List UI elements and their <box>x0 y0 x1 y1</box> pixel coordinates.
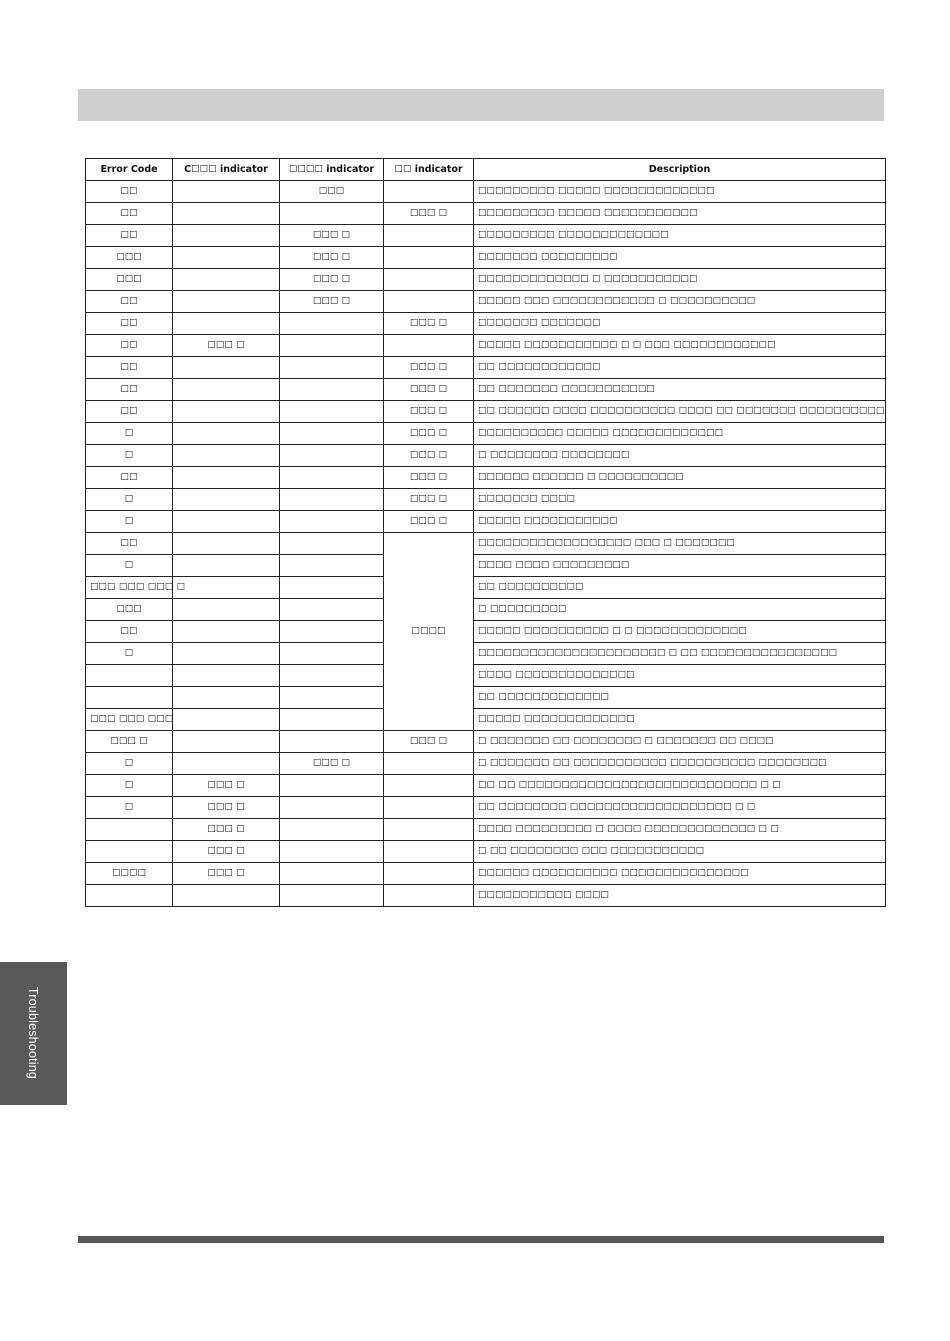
description-cell: ☐☐☐☐☐ ☐☐☐ ☐☐☐☐☐☐☐☐☐☐☐☐ ☐ ☐☐☐☐☐☐☐☐☐☐ <box>474 291 886 313</box>
table-row <box>86 467 886 489</box>
indicator-3-cell <box>384 247 474 269</box>
table-row <box>86 335 886 357</box>
indicator-3-cell <box>384 181 474 203</box>
indicator-2-cell <box>280 313 384 335</box>
indicator-2-cell: ☐☐☐ ☐ <box>280 225 384 247</box>
indicator-1-cell <box>173 379 280 401</box>
description-cell: ☐☐☐☐☐ ☐☐☐☐☐☐☐☐☐☐☐ <box>474 511 886 533</box>
indicator-1-cell <box>173 291 280 313</box>
indicator-3-cell <box>384 291 474 313</box>
indicator-2-cell <box>280 863 384 885</box>
indicator-1-cell <box>173 665 280 687</box>
error-code-cell <box>86 841 173 863</box>
footer-bar <box>78 1236 884 1243</box>
indicator-1-cell <box>173 687 280 709</box>
error-code-cell: ☐☐☐☐ <box>86 863 173 885</box>
indicator-2-cell <box>280 819 384 841</box>
indicator-3-cell <box>384 753 474 775</box>
table-row <box>86 533 886 555</box>
indicator-2-cell <box>280 511 384 533</box>
description-cell: ☐☐ ☐☐☐☐☐☐☐☐☐☐☐☐☐ <box>474 687 886 709</box>
description-cell: ☐☐☐☐☐☐☐☐☐☐ ☐☐☐☐☐ ☐☐☐☐☐☐☐☐☐☐☐☐☐ <box>474 423 886 445</box>
table-row <box>86 511 886 533</box>
indicator-1-cell <box>173 467 280 489</box>
header-description: Description <box>474 159 886 181</box>
indicator-2-cell <box>280 357 384 379</box>
error-code-cell: ☐☐ <box>86 313 173 335</box>
indicator-2-cell <box>280 621 384 643</box>
description-cell: ☐☐☐☐☐☐☐ ☐☐☐☐☐☐☐☐☐ <box>474 247 886 269</box>
table-row <box>86 709 886 731</box>
indicator-2-cell: ☐☐☐ ☐ <box>280 247 384 269</box>
description-cell: ☐ ☐☐☐☐☐☐☐☐☐ <box>474 599 886 621</box>
indicator-1-cell <box>173 577 280 599</box>
indicator-1-cell <box>173 533 280 555</box>
error-code-cell: ☐ <box>86 511 173 533</box>
indicator-2-cell: ☐☐☐ ☐ <box>280 269 384 291</box>
indicator-1-cell <box>173 423 280 445</box>
description-cell: ☐ ☐☐☐☐☐☐☐ ☐☐ ☐☐☐☐☐☐☐☐☐☐☐ ☐☐☐☐☐☐☐☐☐☐ ☐☐☐☐☐☐☐☐ <box>474 753 886 775</box>
indicator-2-cell: ☐☐☐ ☐ <box>280 753 384 775</box>
indicator-1-cell <box>173 885 280 907</box>
indicator-3-cell: ☐☐☐ ☐ <box>384 511 474 533</box>
description-cell: ☐ ☐☐ ☐☐☐☐☐☐☐☐ ☐☐☐ ☐☐☐☐☐☐☐☐☐☐☐ <box>474 841 886 863</box>
header-bar <box>78 89 884 121</box>
indicator-2-cell <box>280 445 384 467</box>
indicator-2-cell <box>280 665 384 687</box>
error-code-cell: ☐☐ <box>86 467 173 489</box>
indicator-1-cell <box>173 555 280 577</box>
error-code-cell <box>86 665 173 687</box>
error-code-cell: ☐ <box>86 555 173 577</box>
indicator-3-cell: ☐☐☐ ☐ <box>384 379 474 401</box>
table-row <box>86 775 886 797</box>
indicator-3-cell: ☐☐☐ ☐ <box>384 423 474 445</box>
indicator-2-cell: ☐☐☐ ☐ <box>280 291 384 313</box>
error-code-cell: ☐ <box>86 753 173 775</box>
header-indicator-2: ☐☐☐☐ indicator <box>280 159 384 181</box>
indicator-2-cell <box>280 599 384 621</box>
indicator-2-cell <box>280 775 384 797</box>
indicator-3-cell <box>384 819 474 841</box>
table-row <box>86 247 886 269</box>
indicator-1-cell: ☐☐☐ ☐ <box>173 819 280 841</box>
error-code-cell: ☐☐☐ <box>86 599 173 621</box>
description-cell: ☐☐☐☐☐ ☐☐☐☐☐☐☐☐☐☐☐☐☐ <box>474 709 886 731</box>
description-cell: ☐☐☐☐ ☐☐☐☐☐☐☐☐☐ ☐ ☐☐☐☐ ☐☐☐☐☐☐☐☐☐☐☐☐☐ ☐ ☐ <box>474 819 886 841</box>
table-row <box>86 313 886 335</box>
indicator-1-cell <box>173 269 280 291</box>
error-code-cell <box>86 885 173 907</box>
table-row <box>86 797 886 819</box>
description-cell: ☐ ☐☐☐☐☐☐☐☐ ☐☐☐☐☐☐☐☐ <box>474 445 886 467</box>
table-row <box>86 863 886 885</box>
table-row <box>86 643 886 665</box>
description-cell: ☐☐ ☐☐☐☐☐☐☐☐☐☐ <box>474 577 886 599</box>
indicator-3-cell: ☐☐☐ ☐ <box>384 313 474 335</box>
table-row <box>86 665 886 687</box>
indicator-1-cell <box>173 401 280 423</box>
indicator-1-cell <box>173 247 280 269</box>
indicator-1-cell <box>173 203 280 225</box>
error-code-cell: ☐☐☐ ☐☐☐ ☐☐☐ <box>86 709 173 731</box>
error-code-cell: ☐☐☐ ☐ <box>86 731 173 753</box>
indicator-3-cell: ☐☐☐ ☐ <box>384 357 474 379</box>
indicator-3-cell: ☐☐☐ ☐ <box>384 203 474 225</box>
table-row <box>86 885 886 907</box>
indicator-3-cell <box>384 841 474 863</box>
indicator-2-cell <box>280 423 384 445</box>
error-code-cell: ☐ <box>86 489 173 511</box>
error-code-cell: ☐☐☐ <box>86 269 173 291</box>
indicator-2-cell <box>280 203 384 225</box>
description-cell: ☐☐ ☐☐☐☐☐☐☐ ☐☐☐☐☐☐☐☐☐☐☐ <box>474 379 886 401</box>
error-code-cell: ☐☐ <box>86 225 173 247</box>
table-row <box>86 181 886 203</box>
description-cell: ☐☐☐☐☐☐☐☐☐☐☐ ☐☐☐☐ <box>474 885 886 907</box>
indicator-1-cell: ☐☐☐ ☐ <box>173 841 280 863</box>
description-cell: ☐☐ ☐☐ ☐☐☐☐☐☐☐☐☐☐☐☐☐☐☐☐☐☐☐☐☐☐☐☐☐☐☐☐ ☐ ☐ <box>474 775 886 797</box>
indicator-1-cell <box>173 709 280 731</box>
error-code-cell: ☐☐ <box>86 203 173 225</box>
table-row <box>86 599 886 621</box>
description-cell: ☐☐☐☐ ☐☐☐☐☐☐☐☐☐☐☐☐☐☐ <box>474 665 886 687</box>
indicator-2-cell <box>280 533 384 555</box>
indicator-2-cell <box>280 687 384 709</box>
description-cell: ☐☐☐☐☐☐ ☐☐☐☐☐☐ ☐ ☐☐☐☐☐☐☐☐☐☐ <box>474 467 886 489</box>
error-code-cell: ☐☐ <box>86 401 173 423</box>
indicator-1-cell <box>173 753 280 775</box>
indicator-2-cell <box>280 555 384 577</box>
header-indicator-1: C☐☐☐ indicator <box>173 159 280 181</box>
description-cell: ☐☐☐☐ ☐☐☐☐ ☐☐☐☐☐☐☐☐☐ <box>474 555 886 577</box>
table-row <box>86 819 886 841</box>
table-row <box>86 445 886 467</box>
indicator-3-cell: ☐☐☐ ☐ <box>384 731 474 753</box>
description-cell: ☐☐☐☐☐☐☐ ☐☐☐☐☐☐☐ <box>474 313 886 335</box>
indicator-2-cell <box>280 577 384 599</box>
description-cell: ☐☐☐☐☐ ☐☐☐☐☐☐☐☐☐☐☐ ☐ ☐ ☐☐☐ ☐☐☐☐☐☐☐☐☐☐☐☐ <box>474 335 886 357</box>
indicator-2-cell <box>280 731 384 753</box>
header-indicator-3: ☐☐ indicator <box>384 159 474 181</box>
table-header-row <box>86 159 886 181</box>
header-error-code: Error Code <box>86 159 173 181</box>
indicator-3-cell: ☐☐☐ ☐ <box>384 401 474 423</box>
indicator-2-cell <box>280 335 384 357</box>
description-cell: ☐☐ ☐☐☐☐☐☐☐☐☐☐☐☐ <box>474 357 886 379</box>
error-code-cell <box>86 819 173 841</box>
indicator-3-cell <box>384 863 474 885</box>
table-row <box>86 225 886 247</box>
error-code-cell: ☐ <box>86 775 173 797</box>
error-code-table <box>85 158 886 907</box>
description-cell: ☐☐☐☐☐☐☐☐☐ ☐☐☐☐☐☐☐☐☐☐☐☐☐ <box>474 225 886 247</box>
error-code-cell: ☐☐ <box>86 357 173 379</box>
error-code-cell: ☐ <box>86 445 173 467</box>
table-row <box>86 621 886 643</box>
indicator-1-cell <box>173 599 280 621</box>
indicator-2-cell <box>280 489 384 511</box>
section-tab-label: Troubleshooting <box>26 986 40 1080</box>
indicator-3-cell <box>384 269 474 291</box>
indicator-3-merged-cell: ☐☐☐☐ <box>384 533 474 731</box>
indicator-1-cell <box>173 225 280 247</box>
indicator-1-cell <box>173 181 280 203</box>
indicator-3-cell <box>384 885 474 907</box>
description-cell: ☐☐☐☐☐☐☐ ☐☐☐☐ <box>474 489 886 511</box>
table-row <box>86 423 886 445</box>
indicator-2-cell <box>280 379 384 401</box>
indicator-1-cell <box>173 489 280 511</box>
description-cell: ☐☐ ☐☐☐☐☐☐ ☐☐☐☐ ☐☐☐☐☐☐☐☐☐☐ ☐☐☐☐ ☐☐ ☐☐☐☐☐☐☐ ☐☐☐☐☐☐☐☐☐☐ <box>474 401 886 423</box>
table-row <box>86 731 886 753</box>
indicator-2-cell <box>280 401 384 423</box>
indicator-1-cell: ☐☐☐ ☐ <box>173 335 280 357</box>
table-row <box>86 379 886 401</box>
error-code-cell: ☐☐ <box>86 533 173 555</box>
indicator-3-cell: ☐☐☐ ☐ <box>384 489 474 511</box>
table-row <box>86 753 886 775</box>
indicator-1-cell: ☐☐☐ ☐ <box>173 797 280 819</box>
indicator-3-cell <box>384 225 474 247</box>
indicator-1-cell <box>173 731 280 753</box>
indicator-2-cell <box>280 841 384 863</box>
description-cell: ☐☐☐☐☐☐☐☐☐☐☐☐☐ ☐ ☐☐☐☐☐☐☐☐☐☐☐ <box>474 269 886 291</box>
description-cell: ☐☐ ☐☐☐☐☐☐☐☐ ☐☐☐☐☐☐☐☐☐☐☐☐☐☐☐☐☐☐☐ ☐ ☐ <box>474 797 886 819</box>
table-row <box>86 841 886 863</box>
error-code-cell: ☐ <box>86 643 173 665</box>
indicator-1-cell: ☐☐☐ ☐ <box>173 863 280 885</box>
error-code-cell: ☐☐☐ ☐☐☐ ☐☐☐ ☐ <box>86 577 173 599</box>
description-cell: ☐☐☐☐☐ ☐☐☐☐☐☐☐☐☐☐ ☐ ☐ ☐☐☐☐☐☐☐☐☐☐☐☐☐ <box>474 621 886 643</box>
error-code-cell: ☐☐ <box>86 621 173 643</box>
table-row <box>86 291 886 313</box>
indicator-3-cell: ☐☐☐ ☐ <box>384 445 474 467</box>
indicator-1-cell <box>173 621 280 643</box>
indicator-1-cell <box>173 511 280 533</box>
indicator-3-cell <box>384 797 474 819</box>
section-tab <box>0 962 67 1105</box>
error-code-cell <box>86 687 173 709</box>
indicator-1-cell <box>173 357 280 379</box>
description-cell: ☐ ☐☐☐☐☐☐☐ ☐☐ ☐☐☐☐☐☐☐☐ ☐ ☐☐☐☐☐☐☐ ☐☐ ☐☐☐☐ <box>474 731 886 753</box>
error-code-cell: ☐ <box>86 423 173 445</box>
error-code-cell: ☐☐ <box>86 181 173 203</box>
error-code-cell: ☐☐☐ <box>86 247 173 269</box>
table-row <box>86 555 886 577</box>
indicator-2-cell <box>280 709 384 731</box>
error-code-cell: ☐ <box>86 797 173 819</box>
indicator-1-cell <box>173 643 280 665</box>
description-cell: ☐☐☐☐☐☐ ☐☐☐☐☐☐☐☐☐☐ ☐☐☐☐☐☐☐☐☐☐☐☐☐☐☐ <box>474 863 886 885</box>
table-row <box>86 357 886 379</box>
indicator-2-cell: ☐☐☐ <box>280 181 384 203</box>
table-row <box>86 489 886 511</box>
description-cell: ☐☐☐☐☐☐☐☐☐ ☐☐☐☐☐ ☐☐☐☐☐☐☐☐☐☐☐ <box>474 203 886 225</box>
error-code-cell: ☐☐ <box>86 379 173 401</box>
indicator-3-cell <box>384 335 474 357</box>
indicator-1-cell <box>173 445 280 467</box>
indicator-3-cell <box>384 775 474 797</box>
indicator-3-cell: ☐☐☐ ☐ <box>384 467 474 489</box>
indicator-2-cell <box>280 885 384 907</box>
table-row <box>86 269 886 291</box>
description-cell: ☐☐☐☐☐☐☐☐☐☐☐☐☐☐☐☐☐☐☐☐☐☐ ☐ ☐☐ ☐☐☐☐☐☐☐☐☐☐☐☐☐☐☐☐ <box>474 643 886 665</box>
error-code-cell: ☐☐ <box>86 291 173 313</box>
indicator-2-cell <box>280 797 384 819</box>
table-row <box>86 203 886 225</box>
table-row <box>86 401 886 423</box>
indicator-1-cell <box>173 313 280 335</box>
indicator-2-cell <box>280 643 384 665</box>
indicator-1-cell: ☐☐☐ ☐ <box>173 775 280 797</box>
table-row <box>86 577 886 599</box>
description-cell: ☐☐☐☐☐☐☐☐☐ ☐☐☐☐☐ ☐☐☐☐☐☐☐☐☐☐☐☐☐ <box>474 181 886 203</box>
error-code-cell: ☐☐ <box>86 335 173 357</box>
description-cell: ☐☐☐☐☐☐☐☐☐☐☐☐☐☐☐☐☐☐ ☐☐☐ ☐ ☐☐☐☐☐☐☐ <box>474 533 886 555</box>
table-row <box>86 687 886 709</box>
indicator-2-cell <box>280 467 384 489</box>
